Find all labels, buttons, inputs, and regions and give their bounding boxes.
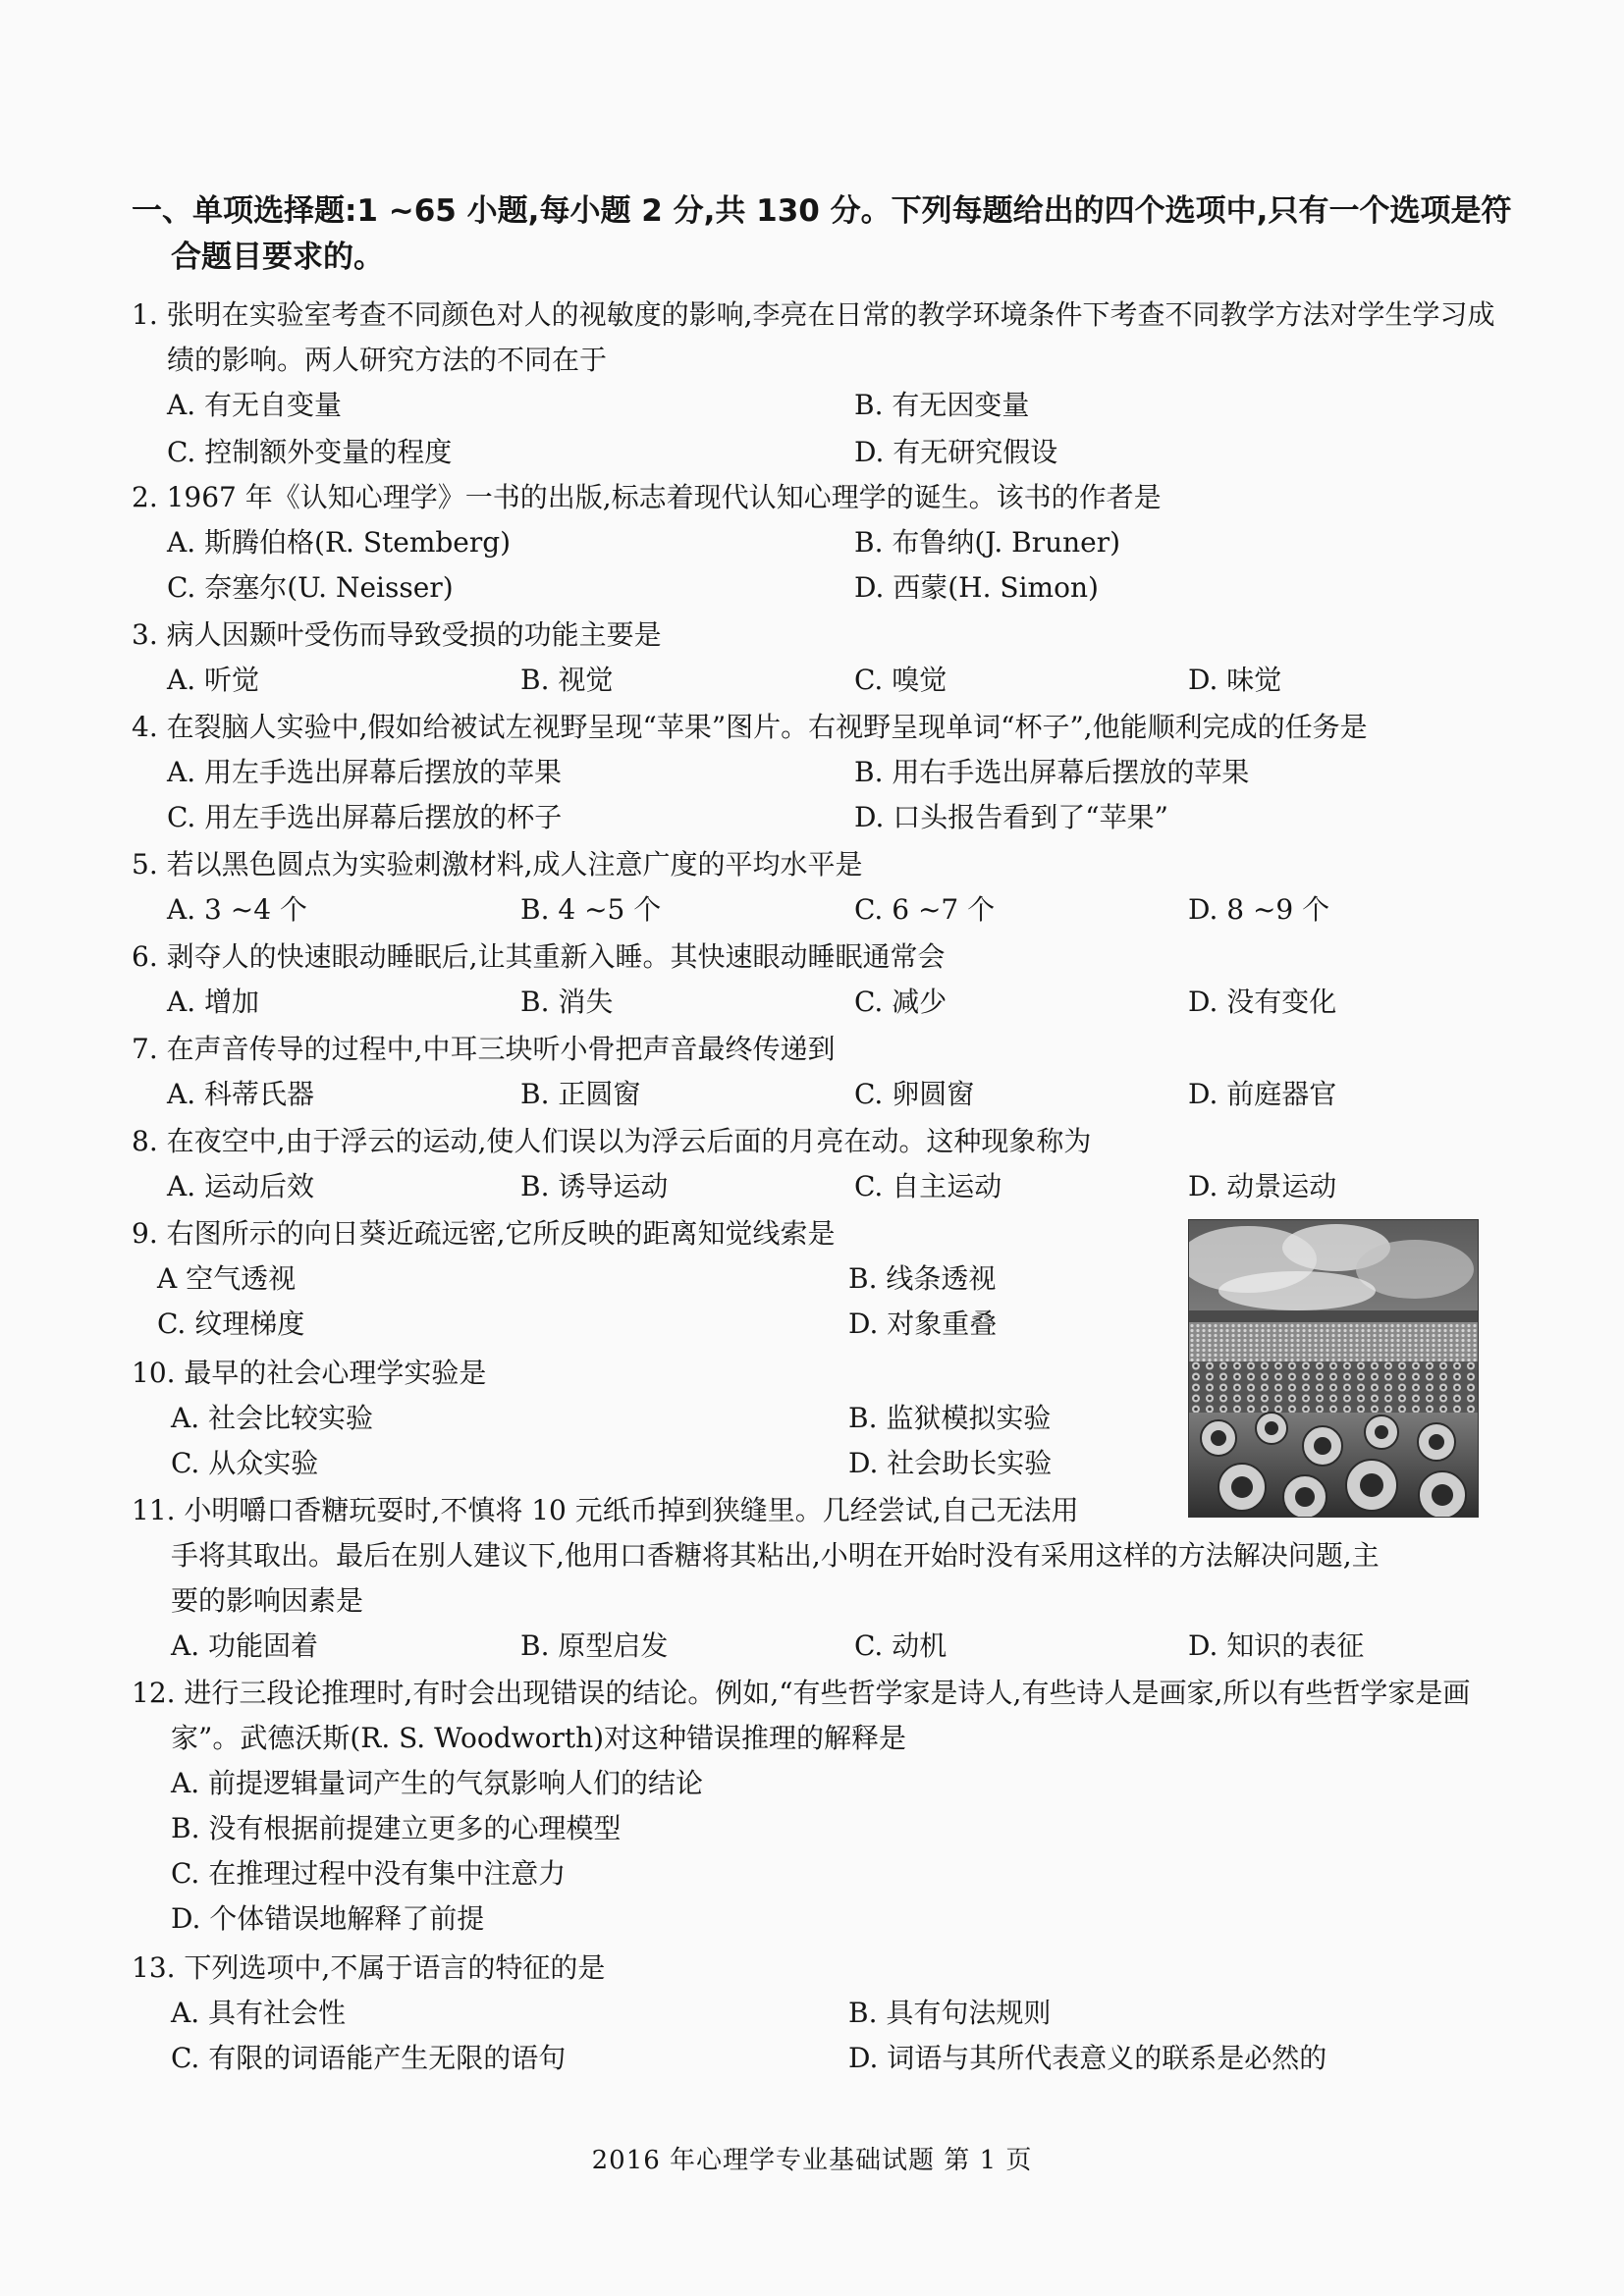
option-d: D. 动景运动 (1188, 1170, 1337, 1202)
option-d: D. 社会助长实验 (848, 1447, 1053, 1479)
option-b: B. 布鲁纳(J. Bruner) (854, 526, 1121, 559)
option-d: D. 前庭器官 (1188, 1078, 1337, 1110)
option-c: C. 纹理梯度 (157, 1308, 305, 1340)
option-d: D. 个体错误地解释了前提 (171, 1902, 485, 1935)
option-a: A. 3 ~4 个 (167, 893, 307, 926)
question-stem: 9. 右图所示的向日葵近疏远密,它所反映的距离知觉线索是 (132, 1217, 836, 1250)
question-stem-line: 11. 小明嚼口香糖玩耍时,不慎将 10 元纸币掉到狭缝里。几经尝试,自己无法用 (132, 1494, 1079, 1526)
option-b: B. 原型启发 (520, 1629, 669, 1662)
question-stem: 5. 若以黑色圆点为实验刺激材料,成人注意广度的平均水平是 (132, 848, 863, 881)
question-stem: 13. 下列选项中,不属于语言的特征的是 (132, 1951, 606, 1984)
option-c: C. 控制额外变量的程度 (167, 436, 453, 468)
section-heading: 一、单项选择题:1 ~65 小题,每小题 2 分,共 130 分。下列每题给出的四个选项中,只有一个选项是符合题目要求的。 (132, 193, 1512, 275)
option-c: C. 从众实验 (171, 1447, 319, 1479)
option-a: A. 运动后效 (167, 1170, 315, 1202)
sunflower-photo-icon (1189, 1220, 1478, 1517)
option-c: C. 嗅觉 (854, 664, 947, 696)
option-d: D. 词语与其所代表意义的联系是必然的 (848, 2042, 1327, 2074)
option-c: C. 动机 (854, 1629, 947, 1662)
option-d: D. 对象重叠 (848, 1308, 998, 1340)
question-stem-line: 要的影响因素是 (171, 1584, 364, 1617)
option-a: A. 用左手选出屏幕后摆放的苹果 (167, 756, 563, 788)
question-stem: 4. 在裂脑人实验中,假如给被试左视野呈现“苹果”图片。右视野呈现单词“杯子”,他能顺利完成的任务是 (132, 711, 1368, 743)
option-d: D. 西蒙(H. Simon) (854, 571, 1099, 604)
sunflower-field-image (1188, 1219, 1479, 1518)
question-stem: 1. 张明在实验室考查不同颜色对人的视敏度的影响,李亮在日常的教学环境条件下考查不同教学方法对学生学习成绩的影响。两人研究方法的不同在于 (132, 298, 1495, 376)
option-b: B. 视觉 (520, 664, 614, 696)
option-a: A 空气透视 (157, 1262, 297, 1295)
option-c: C. 用左手选出屏幕后摆放的杯子 (167, 801, 563, 833)
question-stem: 7. 在声音传导的过程中,中耳三块听小骨把声音最终传递到 (132, 1033, 836, 1065)
option-d: D. 口头报告看到了“苹果” (854, 801, 1168, 833)
option-a: A. 社会比较实验 (171, 1402, 374, 1434)
option-b: B. 诱导运动 (520, 1170, 669, 1202)
question-stem: 8. 在夜空中,由于浮云的运动,使人们误以为浮云后面的月亮在动。这种现象称为 (132, 1125, 1092, 1157)
option-b: B. 正圆窗 (520, 1078, 641, 1110)
question-stem: 12. 进行三段论推理时,有时会出现错误的结论。例如,“有些哲学家是诗人,有些诗人是画家,所以有些哲学家是画家”。武德沃斯(R. S. Woodworth)对这种错误推理的解释是 (132, 1677, 1471, 1754)
option-c: C. 6 ~7 个 (854, 893, 996, 926)
option-b: B. 线条透视 (848, 1262, 997, 1295)
option-b: B. 消失 (520, 986, 614, 1018)
option-a: A. 听觉 (167, 664, 260, 696)
option-b: B. 有无因变量 (854, 389, 1030, 421)
option-d: D. 有无研究假设 (854, 436, 1058, 468)
option-b: B. 4 ~5 个 (520, 893, 662, 926)
option-b: B. 具有句法规则 (848, 1997, 1052, 2029)
option-b: B. 监狱模拟实验 (848, 1402, 1052, 1434)
question-stem-line: 手将其取出。最后在别人建议下,他用口香糖将其粘出,小明在开始时没有采用这样的方法解决问题,主 (171, 1539, 1380, 1572)
option-a: A. 斯腾伯格(R. Stemberg) (167, 526, 512, 559)
question-stem: 6. 剥夺人的快速眼动睡眠后,让其重新入睡。其快速眼动睡眠通常会 (132, 940, 946, 973)
option-a: A. 前提逻辑量词产生的气氛影响人们的结论 (171, 1767, 704, 1799)
question-stem: 2. 1967 年《认知心理学》一书的出版,标志着现代认知心理学的诞生。该书的作者是 (132, 481, 1162, 513)
option-b: B. 用右手选出屏幕后摆放的苹果 (854, 756, 1250, 788)
option-c: C. 有限的词语能产生无限的语句 (171, 2042, 567, 2074)
option-b: B. 没有根据前提建立更多的心理模型 (171, 1812, 622, 1844)
option-a: A. 有无自变量 (167, 389, 343, 421)
option-a: A. 科蒂氏器 (167, 1078, 315, 1110)
option-a: A. 功能固着 (171, 1629, 319, 1662)
option-d: D. 知识的表征 (1188, 1629, 1365, 1662)
option-d: D. 味觉 (1188, 664, 1282, 696)
option-d: D. 8 ~9 个 (1188, 893, 1330, 926)
option-a: A. 增加 (167, 986, 260, 1018)
option-d: D. 没有变化 (1188, 986, 1337, 1018)
option-c: C. 自主运动 (854, 1170, 1002, 1202)
option-c: C. 卵圆窗 (854, 1078, 975, 1110)
question-stem: 10. 最早的社会心理学实验是 (132, 1357, 487, 1389)
option-c: C. 减少 (854, 986, 947, 1018)
option-c: C. 奈塞尔(U. Neisser) (167, 571, 454, 604)
option-c: C. 在推理过程中没有集中注意力 (171, 1857, 567, 1890)
option-a: A. 具有社会性 (171, 1997, 347, 2029)
question-stem: 3. 病人因颞叶受伤而导致受损的功能主要是 (132, 618, 662, 651)
page-footer: 2016 年心理学专业基础试题 第 1 页 (591, 2146, 1033, 2175)
